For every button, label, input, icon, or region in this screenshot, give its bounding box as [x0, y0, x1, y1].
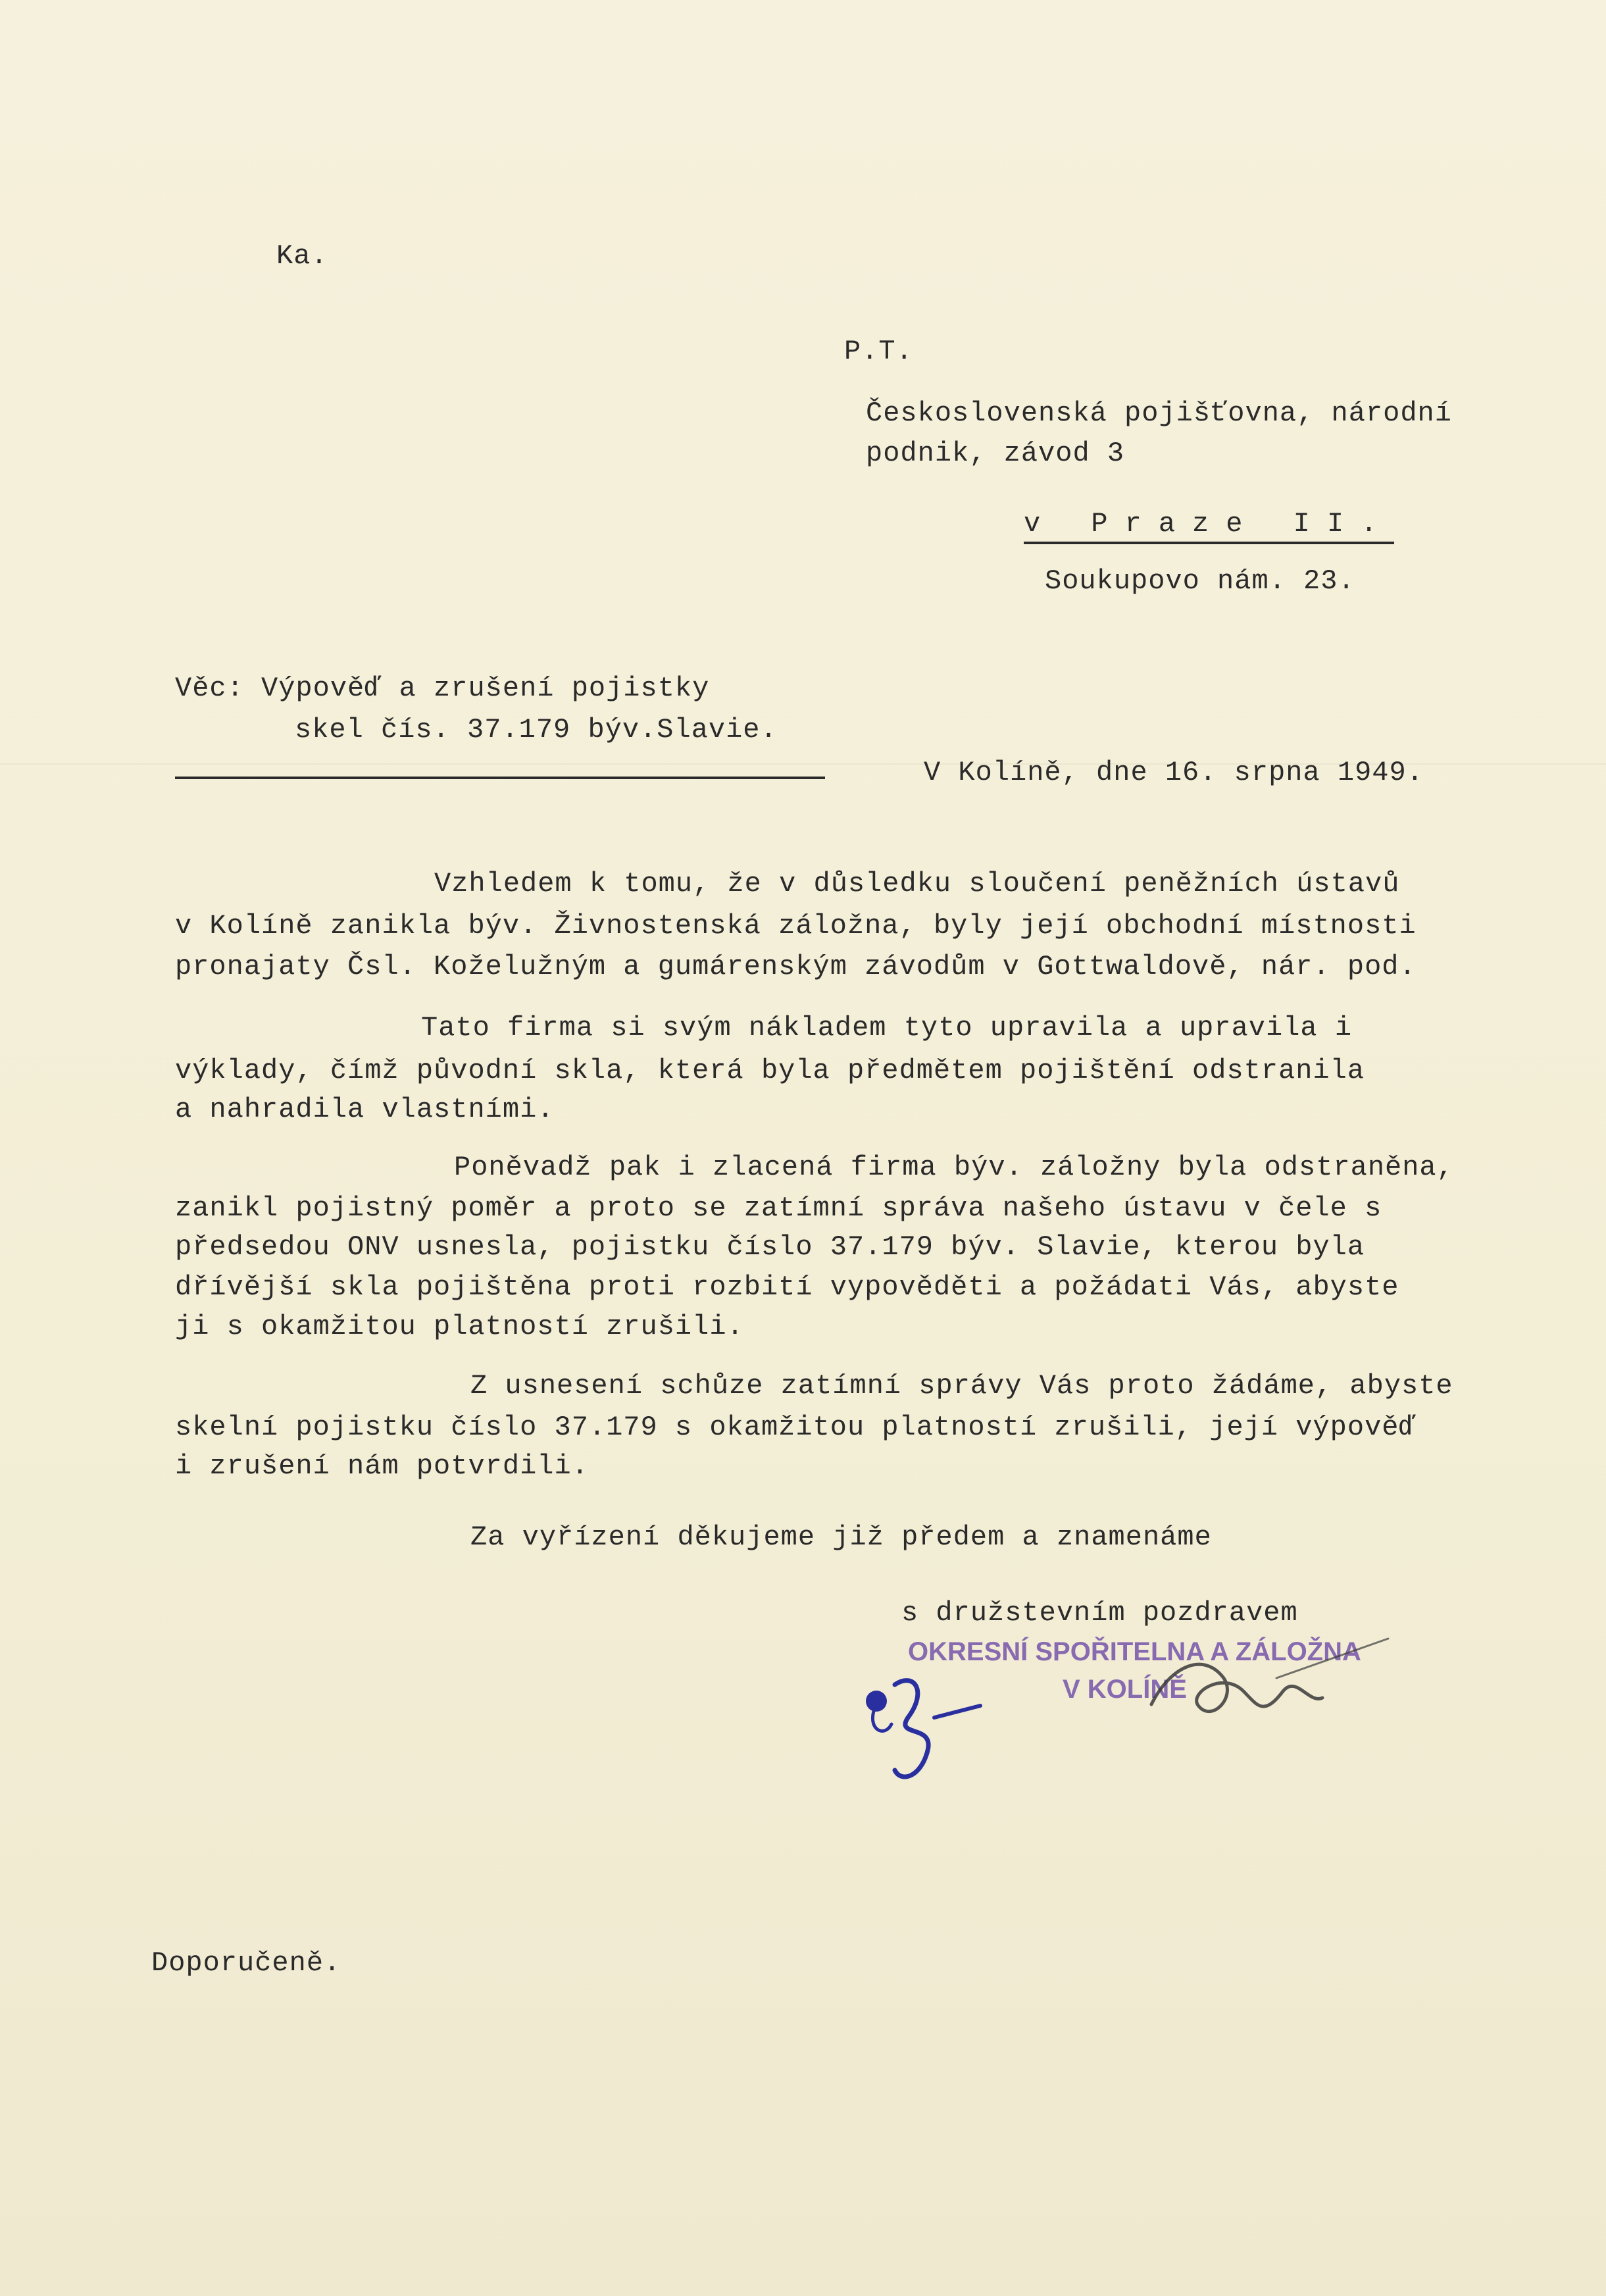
initials: Ka.	[276, 240, 328, 272]
signature-left-icon	[855, 1645, 1026, 1803]
subject-underline	[175, 711, 825, 779]
body-p4-line2: skelní pojistku číslo 37.179 s okamžitou platností zrušili, její výpověď	[175, 1412, 1417, 1443]
recipient-city: v Praze II.	[1024, 510, 1394, 544]
date-line: V Kolíně, dne 16. srpna 1949.	[924, 757, 1424, 788]
institution-stamp-line1: OKRESNÍ SPOŘITELNA A ZÁLOŽNA	[908, 1637, 1361, 1666]
body-p1-line2: v Kolíně zanikla býv. Živnostenská záložna, byly její obchodní místnosti	[175, 910, 1417, 942]
body-p1-line3: pronajaty Čsl. Koželužným a gumárenským závodům v Gottwaldově, nár. pod.	[175, 951, 1417, 982]
body-p3-line2: zanikl pojistný poměr a proto se zatímní správa našeho ústavu v čele s	[175, 1192, 1382, 1224]
institution-stamp-line2: V KOLÍNĚ	[1063, 1675, 1187, 1704]
subject-line1: Věc: Výpověď a zrušení pojistky	[175, 673, 710, 704]
body-p1-line1: Vzhledem k tomu, že v důsledku sloučení peněžních ústavů	[434, 868, 1400, 900]
closing-greeting: s družstevním pozdravem	[901, 1597, 1298, 1629]
recipient-salutation: P.T.	[844, 336, 913, 367]
recipient-street: Soukupovo nám. 23.	[1045, 565, 1355, 597]
recipient-name-line2: podnik, závod 3	[866, 438, 1125, 469]
body-p4-line3: i zrušení nám potvrdili.	[175, 1450, 589, 1482]
subject-line2: skel čís. 37.179 býv.Slavie.	[295, 714, 778, 746]
footer-registered-mail: Doporučeně.	[151, 1947, 341, 1979]
body-p2-line1: Tato firma si svým nákladem tyto upravila a upravila i	[421, 1012, 1353, 1044]
body-p5: Za vyřízení děkujeme již předem a znamenáme	[470, 1521, 1212, 1553]
body-p2-line3: a nahradila vlastními.	[175, 1094, 555, 1125]
body-p3-line5: ji s okamžitou platností zrušili.	[175, 1311, 744, 1342]
signature-right-icon	[1112, 1625, 1428, 1750]
recipient-name-line1: Československá pojišťovna, národní	[866, 397, 1452, 429]
body-p3-line1: Poněvadž pak i zlacená firma býv. záložny byla odstraněna,	[454, 1152, 1454, 1183]
body-p3-line3: předsedou ONV usnesla, pojistku číslo 37.179 býv. Slavie, kterou byla	[175, 1231, 1365, 1263]
body-p2-line2: výklady, čímž původní skla, která byla předmětem pojištění odstranila	[175, 1055, 1365, 1086]
body-p3-line4: dřívější skla pojištěna proti rozbití vypověděti a požádati Vás, abyste	[175, 1271, 1399, 1303]
body-p4-line1: Z usnesení schůze zatímní správy Vás proto žádáme, abyste	[470, 1370, 1453, 1402]
